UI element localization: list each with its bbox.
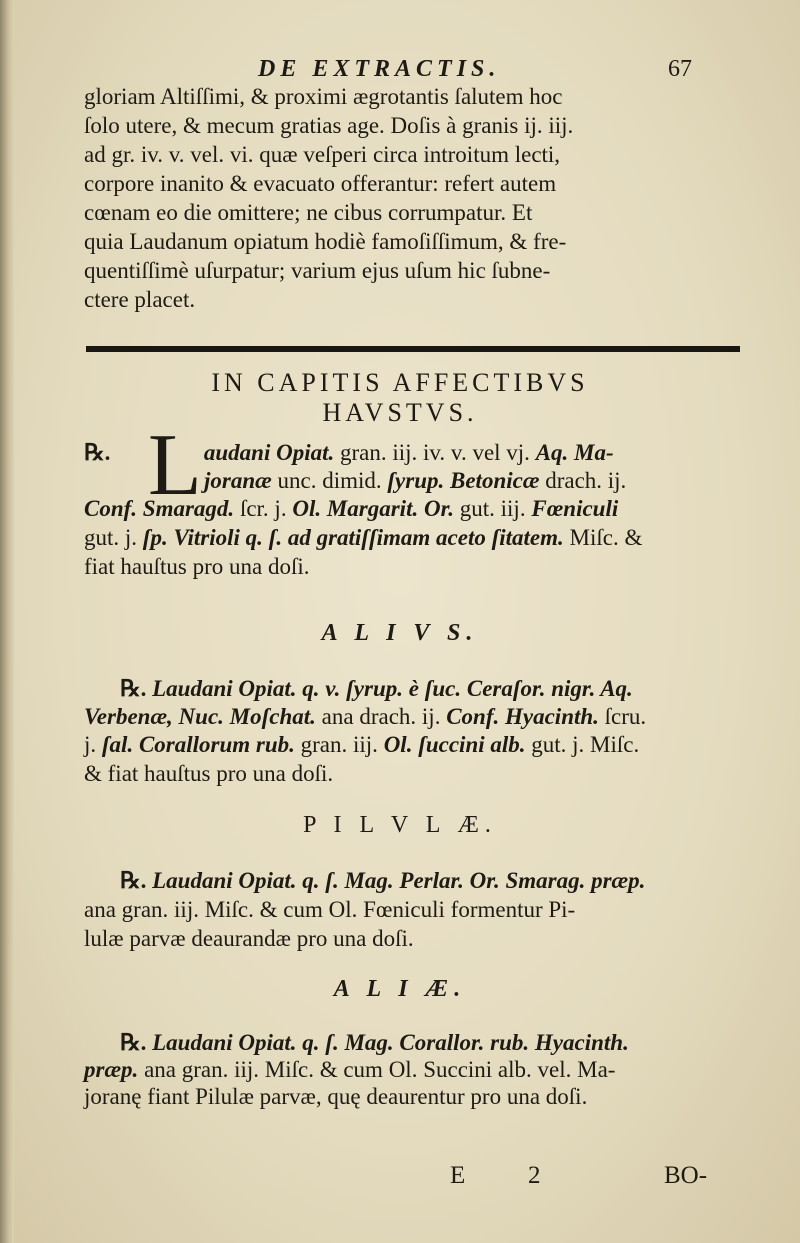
dose: gran. iij. — [294, 732, 384, 757]
signature-number: 2 — [528, 1162, 541, 1189]
dose: unc. dimid. — [271, 468, 388, 493]
ingredient: Verbenæ, Nuc. Moſchat. — [84, 704, 316, 729]
recipe-symbol: ℞. — [120, 868, 153, 893]
text-line — [84, 1057, 615, 1083]
dose: gut. iij. — [454, 496, 532, 521]
text-line: corpore inanito & evacuato offerantur: refert autem — [84, 171, 557, 196]
ingredient: Ol. ſuccini alb. — [383, 732, 526, 757]
drop-cap: L — [148, 417, 202, 514]
text-line: cœnam eo die omittere; ne cibus corrumpatur. Et — [84, 200, 533, 225]
text-line: ad gr. iv. v. vel. vi. quæ veſperi circa introitum lecti, — [84, 142, 561, 167]
recipe-symbol: ℞. — [120, 1030, 153, 1055]
dose: ſcr. j. — [234, 496, 293, 521]
page-number: 67 — [668, 56, 692, 82]
ingredient: ſal. Corallorum rub. — [101, 732, 295, 757]
section-rule — [86, 346, 740, 352]
text-line — [84, 440, 614, 466]
text-line — [84, 732, 639, 758]
recipe-symbol: ℞. — [120, 676, 153, 701]
text-line: ſolo utere, & mecum gratias age. Doſis à granis ij. iij. — [84, 113, 574, 138]
text-line — [84, 704, 646, 730]
catchword: BO- — [664, 1162, 708, 1189]
text-line — [120, 1030, 629, 1056]
dose: ana drach. ij. — [315, 704, 447, 729]
recipe-symbol: ℞. — [84, 440, 111, 465]
ingredient: audani Opiat. — [203, 440, 335, 465]
pilulae-title: P I L V L Æ. — [303, 812, 497, 838]
running-head: DE EXTRACTIS. — [258, 56, 501, 82]
dose: gran. iij. iv. v. vel vj. — [334, 440, 536, 465]
section-subtitle: HAVSTVS. — [322, 398, 478, 427]
text-line: joranę fiant Pilulæ parvæ, quę deaurentur pro una doſi. — [84, 1084, 588, 1109]
text-line — [204, 468, 626, 494]
ingredient: ſyrup. Betonicæ — [387, 468, 540, 493]
ingredient: Conf. Smaragd. — [84, 496, 235, 521]
ingredient: Laudani Opiat. q. v. ſyrup. è ſuc. Ceraſor. nigr. Aq. — [152, 676, 633, 701]
text-line: ana gran. iij. Miſc. & cum Ol. Fœniculi formentur Pi- — [84, 897, 576, 922]
ingredient: ſp. Vitrioli q. ſ. ad gratiſſimam aceto ſitatem. — [142, 525, 564, 550]
ingredient: Laudani Opiat. q. ſ. Mag. Corallor. rub. Hyacinth. — [152, 1030, 629, 1055]
text-line: & fiat hauſtus pro una doſi. — [84, 761, 334, 786]
text-line — [84, 496, 618, 522]
ingredient: Aq. Ma- — [535, 440, 614, 465]
ingredient: Laudani Opiat. q. ſ. Mag. Perlar. Or. Smarag. præp. — [152, 868, 646, 893]
alius-title: A L I V S. — [321, 620, 479, 646]
ingredient: Fœniculi — [531, 496, 619, 521]
ingredient: Conf. Hyacinth. — [446, 704, 599, 729]
text-line: quentiſſimè uſurpatur; varium ejus uſum hic ſubne- — [84, 258, 551, 283]
text-line: quia Laudanum opiatum hodiè famoſiſſimum, & fre- — [84, 229, 567, 254]
text-line — [120, 868, 645, 894]
text-line: ctere placet. — [84, 287, 196, 312]
text-line: lulæ parvæ deaurandæ pro una doſi. — [84, 926, 414, 951]
dose: gut. j. Miſc. — [525, 732, 640, 757]
dose: ana gran. iij. Miſc. & cum Ol. Succini alb. vel. Ma- — [138, 1057, 616, 1082]
dose: gut. j. — [84, 525, 143, 550]
text-line: fiat hauſtus pro una doſi. — [84, 554, 310, 579]
instruction: Miſc. & — [563, 525, 643, 550]
ingredient: præp. — [84, 1057, 139, 1082]
dose: drach. ij. — [539, 468, 627, 493]
text-line — [120, 676, 633, 702]
section-title: IN CAPITIS AFFECTIBVS — [211, 368, 589, 397]
ingredient: Ol. Margarit. Or. — [292, 496, 455, 521]
aliae-title: A L I Æ. — [333, 976, 467, 1002]
ingredient: joranæ — [204, 468, 272, 493]
dose: ſcru. — [598, 704, 647, 729]
text-line — [84, 525, 642, 551]
dose: j. — [84, 732, 102, 757]
signature-mark: E — [450, 1162, 466, 1189]
text-line: gloriam Altiſſimi, & proximi ægrotantis ſalutem hoc — [84, 84, 563, 109]
